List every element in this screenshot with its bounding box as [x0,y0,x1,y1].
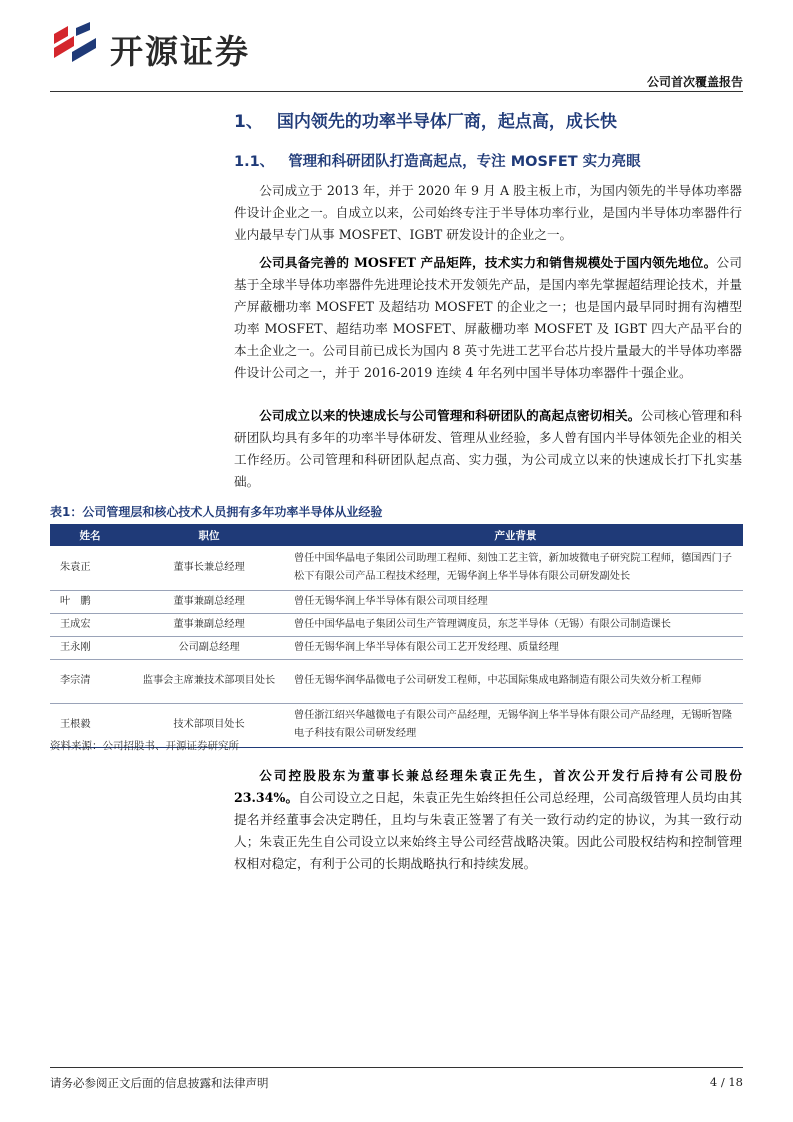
cell-position: 董事兼副总经理 [130,590,288,613]
section-title: 国内领先的功率半导体厂商，起点高，成长快 [276,112,617,132]
report-type: 公司首次覆盖报告 [646,75,743,89]
footer-disclaimer: 请务必参阅正文后面的信息披露和法律声明 [50,1076,269,1090]
column-header-position: 职位 [130,524,288,546]
table-header-row [50,524,743,546]
cell-name: 朱袁正 [50,546,130,590]
section-heading [234,107,617,132]
cell-position: 董事兼副总经理 [130,613,288,636]
footer-rule [50,1067,743,1068]
table-row [50,636,743,659]
table-row [50,613,743,636]
cell-background: 曾任无锡华润华晶微电子公司研发工程师，中芯国际集成电路制造有限公司失效分析工程师 [288,659,743,703]
management-table [50,524,743,748]
table-row [50,659,743,703]
cell-background: 曾任浙江绍兴华越微电子有限公司产品经理，无锡华润上华半导体有限公司产品经理，无锡昕智隆电子科技有限公司研发经理 [288,703,743,747]
paragraph-body: 公司核心管理和科研团队均具有多年的功率半导体研发、管理从业经验，多人曾有国内半导体领先企业的相关工作经历。公司管理和科研团队起点高、实力强，为公司成立以来的快速成长打下扎实基础。 [234,408,743,489]
cell-position: 监事会主席兼技术部项目处长 [130,659,288,703]
cell-name: 王成宏 [50,613,130,636]
table-row [50,546,743,590]
paragraph-team [234,405,742,493]
column-header-background: 产业背景 [288,524,743,546]
paragraph-mosfet [234,252,742,384]
paragraph-intro: 公司成立于 2013 年，并于 2020 年 9 月 A 股主板上市，为国内领先的半导体功率器件设计企业之一。自成立以来，公司始终专注于半导体功率行业，是国内半导体功率器件行业内最早专门从事 MOSFET、IGBT 研发设计的企业之一。 [234,183,742,242]
paragraph-lead: 公司成立以来的快速成长与公司管理和科研团队的高起点密切相关。 [259,408,641,423]
cell-background: 曾任无锡华润上华半导体有限公司项目经理 [288,590,743,613]
cell-position: 公司副总经理 [130,636,288,659]
paragraph-lead: 公司控股股东为董事长兼总经理朱袁正先生，首次公开发行后持有公司股份 23.34%。 [234,768,742,805]
page-number: 4 / 18 [709,1075,743,1089]
table-row [50,590,743,613]
section-number: 1、 [234,112,263,132]
brand-logo [50,22,300,70]
cell-background: 曾任中国华晶电子集团公司助理工程师、刻蚀工艺主管，新加坡微电子研究院工程师，德国西门子松下有限公司产品工程技术经理，无锡华润上华半导体有限公司研发副处长 [288,546,743,590]
table-source: 资料来源：公司招股书、开源证券研究所 [50,740,239,752]
paragraph-lead: 公司具备完善的 MOSFET 产品矩阵，技术实力和销售规模处于国内领先地位。 [259,255,717,270]
paragraph-body: 自公司设立之日起，朱袁正先生始终担任公司总经理，公司高级管理人员均由其提名并经董事会决定聘任，且均与朱袁正签署了有关一致行动约定的协议，为其一致行动人；朱袁正先生自公司设立以来始终主导公司经营战略决策。因此公司股权结构和控制管理权相对稳定，有利于公司的长期战略执行和持续发展。 [234,790,743,871]
cell-background: 曾任中国华晶电子集团公司生产管理调度员，东芝半导体（无锡）有限公司制造课长 [288,613,743,636]
brand-name: 开源证券 [110,32,250,71]
cell-name: 王永刚 [50,636,130,659]
table-caption: 表1：公司管理层和核心技术人员拥有多年功率半导体从业经验 [50,505,383,519]
cell-position: 董事长兼总经理 [130,546,288,590]
paragraph-shareholder [234,765,742,875]
logo-mark-icon [50,22,104,70]
column-header-name: 姓名 [50,524,130,546]
subsection-heading [234,150,641,171]
cell-name: 李宗清 [50,659,130,703]
cell-background: 曾任无锡华润上华半导体有限公司工艺开发经理、质量经理 [288,636,743,659]
paragraph-body: 公司基于全球半导体功率器件先进理论技术开发领先产品，是国内率先掌握超结理论技术，并量产屏蔽栅功率 MOSFET 及超结功 MOSFET 的企业之一；也是国内最早同时拥有沟槽型功率 MOSFET、超结功率 MOSFET、屏蔽栅功率 MOSFET 及 IGBT 四大产品平台的本土企业之一。公司目前已成长为国内 8 英寸先进工艺平台芯片投片量最大的半导体功率器件设计公司之一，并于 2016-2019 连续 4 年名列中国半导体功率器件十强企业。 [234,255,743,380]
cell-name: 王根毅 [50,703,130,747]
subsection-number: 1.1、 [234,154,275,170]
header-rule [50,91,743,92]
subsection-title: 管理和科研团队打造高起点，专注 MOSFET 实力亮眼 [288,154,641,170]
cell-name: 叶 鹏 [50,590,130,613]
cell-position: 技术部项目处长 [130,703,288,747]
